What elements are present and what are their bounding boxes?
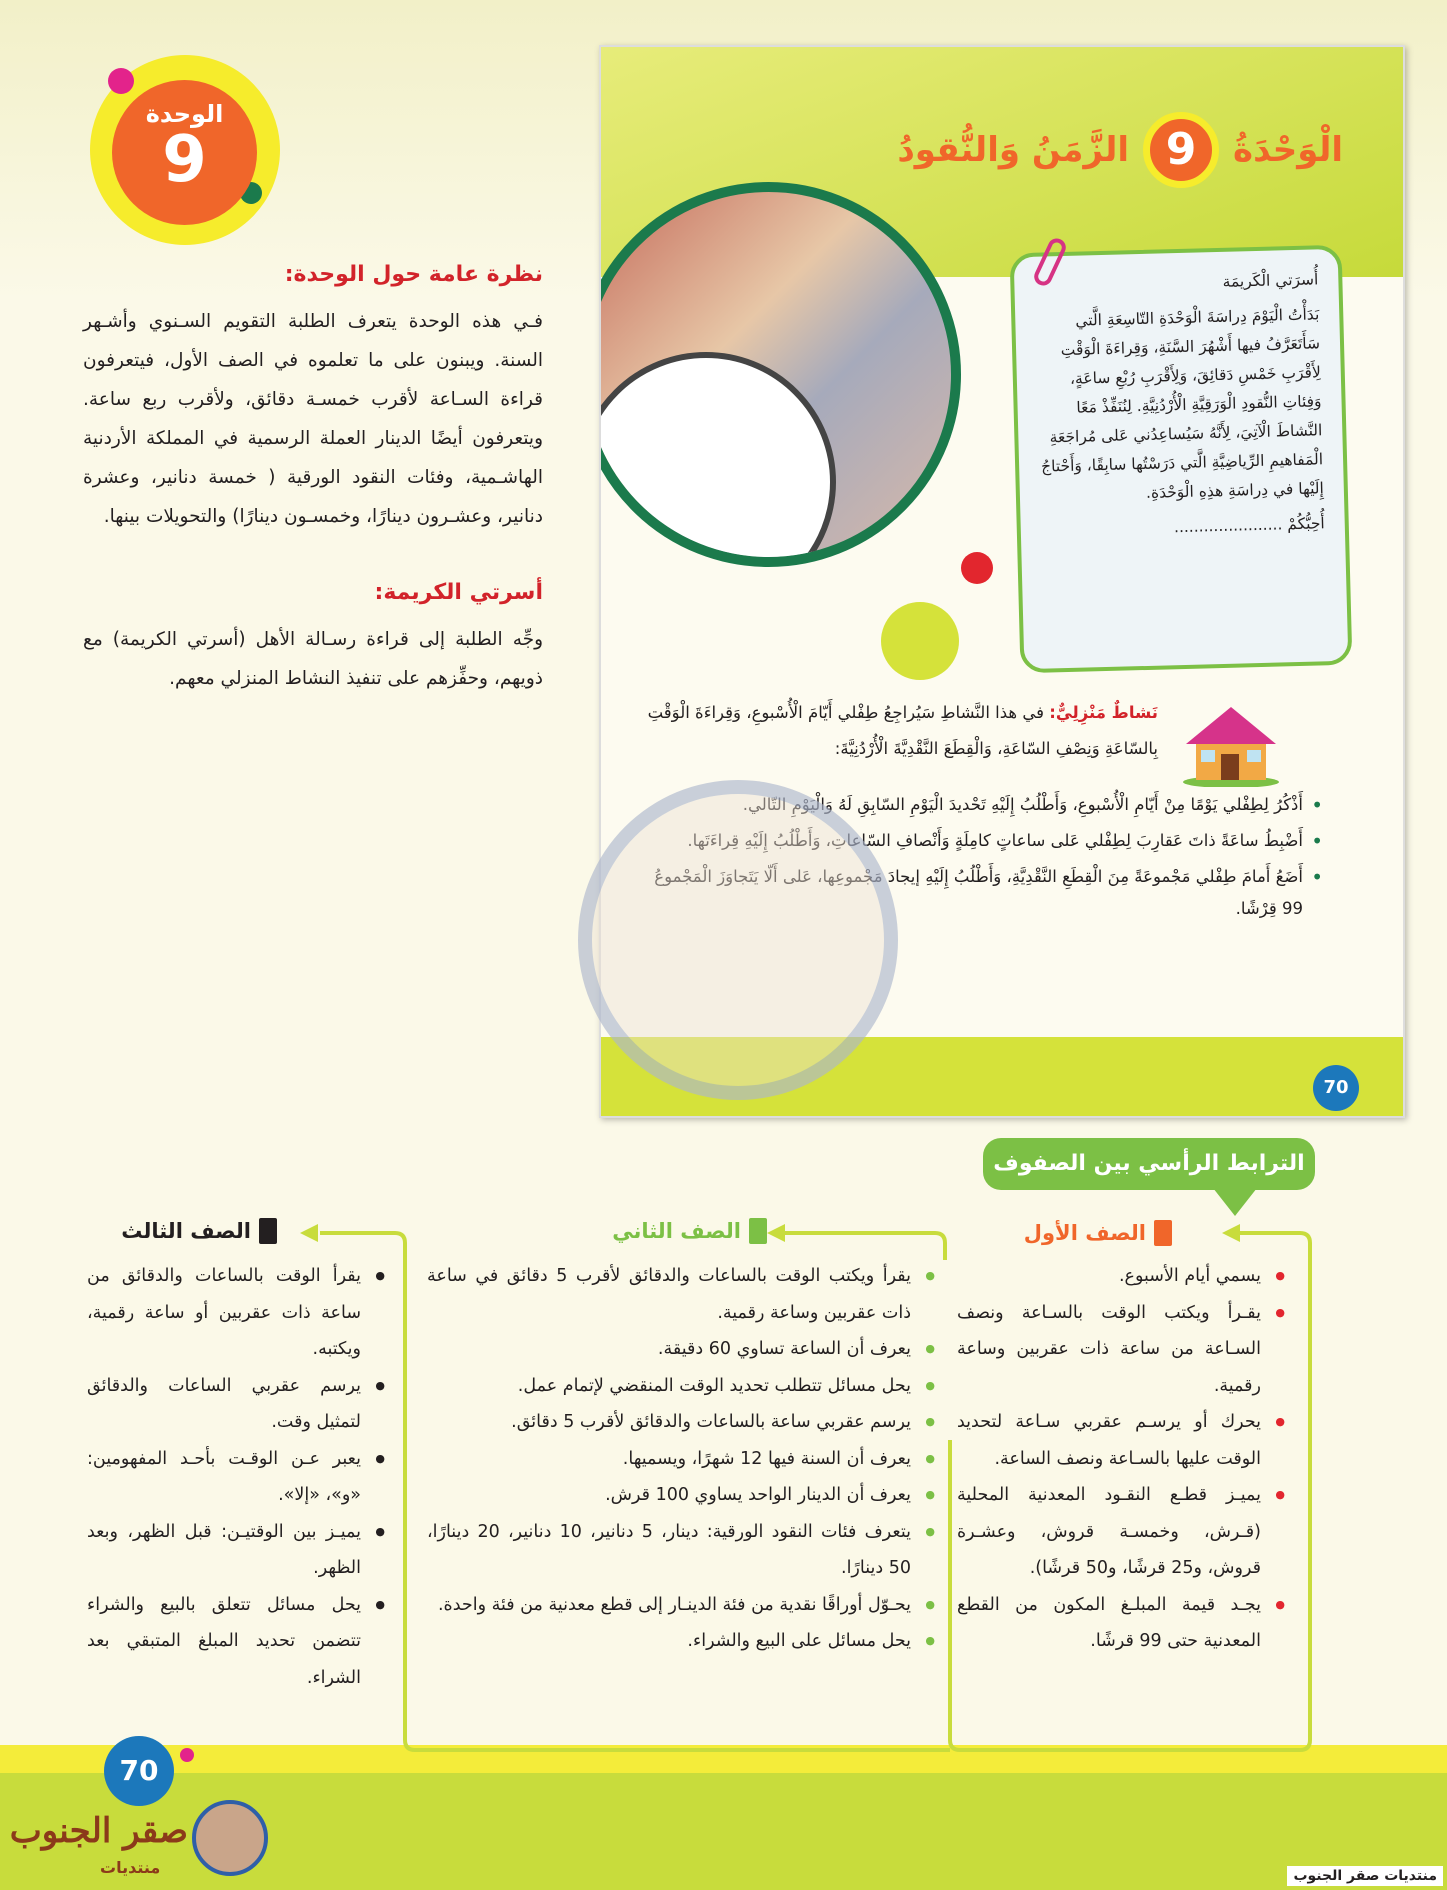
activity-bullet: • أَذْكُرُ لِطِفْلي يَوْمًا مِنْ أَيّامِ الْأُسْبوعِ، وَأَطْلُبُ إِلَيْهِ تَحْديدَ الْيَوْمِ السّابِقِ لَهُ وَالْيَوْمِ التّالي. — [633, 789, 1323, 821]
letter-sign: أُحِبُّكُمْ ...................... — [1173, 514, 1325, 537]
grade2-item: ● يعرف أن السنة فيها 12 شهرًا، ويسميها. — [427, 1441, 937, 1478]
grade1-list — [957, 1258, 1287, 1660]
home-activity-text: في هذا النَّشاطِ سَيُراجِعُ طِفْلي أَيّامَ الْأُسْبوعِ، وَقِراءَةَ الْوَقْتِ بِالسّاعَةِ وَنِصْفِ السّاعَةِ، وَالْقِطَعَ النَّقْدِيَّةَ الْأُرْدُنِيَّةَ: — [647, 703, 1158, 758]
student-page-number: 70 — [1313, 1065, 1359, 1111]
footer-page-number: 70 — [104, 1736, 174, 1806]
grade2-item: ● يعرف أن الدينار الواحد يساوي 100 قرش. — [427, 1477, 937, 1514]
decor-dot — [180, 1748, 194, 1762]
forum-logo-text: صقر الجنوب — [9, 1811, 188, 1851]
book-icon — [749, 1218, 767, 1244]
grade2-item: ● يحـوّل أوراقًا نقدية من فئة الدينـار إلى قطع معدنية من فئة واحدة. — [427, 1587, 937, 1624]
grade1-item: ● يقـرأ ويكتب الوقت بالسـاعة ونصف السـاعة من ساعة ذات عقربين وساعة رقمية. — [957, 1295, 1287, 1405]
home-activity-label: نَشاطٌ مَنْزِلِيٌّ: — [1049, 703, 1158, 722]
grade2-item: ● يعرف أن الساعة تساوي 60 دقيقة. — [427, 1331, 937, 1368]
vertical-connection-banner: الترابط الرأسي بين الصفوف — [983, 1138, 1315, 1190]
activity-bullet: • أَضْبِطُ ساعَةً ذاتَ عَقارِبَ لِطِفْلي عَلى ساعاتٍ كامِلَةٍ وَأَنْصافِ السّاعاتِ، وَأَطْلُبُ إِلَيْهِ قِراءَتَها. — [633, 825, 1323, 857]
forum-logo-sub: منتديات — [100, 1858, 161, 1877]
grade2-list — [427, 1258, 937, 1660]
unit-label: الوحدة — [145, 100, 224, 128]
unit-title-text: الزَّمَنُ وَالنُّقودُ — [897, 130, 1130, 170]
grade2-item: ● يرسم عقربي ساعة بالساعات والدقائق لأقرب 5 دقائق. — [427, 1404, 937, 1441]
book-icon — [1154, 1220, 1172, 1246]
grade3-item: ● يقرأ الوقت بالساعات والدقائق من ساعة ذات عقربين أو ساعة رقمية، ويكتبه. — [87, 1258, 387, 1368]
column-heading-grade1: الصف الأول — [1024, 1220, 1172, 1246]
letter-body: بَدَأْتُ الْيَوْمَ دِراسَةَ الْوَحْدَةِ التّاسِعَةِ الَّتي سَأَتَعَرَّفُ فيها أَشْهُرَ السَّنَةِ، وَقِراءَةَ الْوَقْتِ لِأَقْرَبِ خَمْسِ دَقائِقَ، وَلِأَقْرَبِ رُبْعِ ساعَةٍ، وَفِئاتِ النُّقودِ الْوَرَقِيَّةِ الْأُرْدُنِيَّةِ. لِنُنَفِّذْ مَعًا النَّشاطَ الْآتِيَ، لِأَنَّهُ سَيُساعِدُني عَلى مُراجَعَةِ الْمَفاهيمِ الرِّياضِيَّةِ الَّتي دَرَسْتُها سابِقًا، وَأَحْتاجُ إِلَيْها في دِراسَةِ هذِهِ الْوَحْدَةِ. — [1040, 305, 1325, 502]
grade3-item: ● يميـز بين الوقتيـن: قبل الظهر، وبعد الظهر. — [87, 1514, 387, 1587]
overview-heading: نظرة عامة حول الوحدة: — [284, 262, 543, 287]
letter-greeting: أُسرَتي الْكَريمَة — [1222, 270, 1319, 291]
column-heading-grade3: الصف الثالث — [121, 1218, 277, 1244]
unit-number: 9 — [162, 123, 207, 197]
book-icon — [259, 1218, 277, 1244]
family-body: وجِّه الطلبة إلى قراءة رسـالة الأهل (أسرتي الكريمة) مع ذويهم، وحفِّزهم على تنفيذ النشاط المنزلي معهم. — [83, 629, 543, 689]
grade1-item: ● يحرك أو يرسـم عقربي سـاعة لتحديد الوقت عليها بالسـاعة ونصف الساعة. — [957, 1404, 1287, 1477]
grade3-item: ● يرسم عقربي الساعات والدقائق لتمثيل وقت. — [87, 1368, 387, 1441]
forum-logo-portrait — [192, 1800, 268, 1876]
unit-number-circle: 9 — [1143, 112, 1219, 188]
activity-bullet: • أَضَعُ أَمامَ طِفْلي مَجْموعَةً مِنَ الْقِطَعِ النَّقْدِيَّةِ، وَأَطْلُبُ إِلَيْهِ إيجادَ مَجْموعِها، عَلى أَلّا يَتَجاوَزَ الْمَجْموعُ 99 قِرْشًا. — [633, 861, 1323, 925]
unit-word: الْوَحْدَةُ — [1233, 130, 1343, 170]
grade2-item: ● يقرأ ويكتب الوقت بالساعات والدقائق لأقرب 5 دقائق في ساعة ذات عقربين وساعة رقمية. — [427, 1258, 937, 1331]
column-heading-grade2: الصف الثاني — [612, 1218, 767, 1244]
grade2-item: ● يحل مسائل تتطلب تحديد الوقت المنقضي لإتمام عمل. — [427, 1368, 937, 1405]
forum-watermark: منتديات صقر الجنوب — [1287, 1866, 1443, 1886]
grade3-item: ● يحل مسائل تتعلق بالبيع والشراء تتضمن تحديد المبلغ المتبقي بعد الشراء. — [87, 1587, 387, 1697]
overview-body: فـي هذه الوحدة يتعرف الطلبة التقويم السـنوي وأشـهر السنة. ويبنون على ما تعلموه في الصف الأول، فيتعرفون قراءة السـاعة لأقرب خمسـة دقائق، ولأقرب ربع ساعة. ويتعرفون أيضًا الدينار العملة الرسمية في المملكة الأردنية الهاشـمية، وفئات النقود الورقية ( خمسة دنانير، وعشرة دنانير، وعشـرون دينارًا، وخمسـون دينارًا) والتحويلات بينها. — [83, 311, 543, 527]
family-heading: أسرتي الكريمة: — [374, 580, 543, 605]
grade2-item: ● يحل مسائل على البيع والشراء. — [427, 1623, 937, 1660]
grade3-item: ● يعبر عـن الوقـت بأحـد المفهومين: «و»، «إلا». — [87, 1441, 387, 1514]
grade1-item: ● يسمي أيام الأسبوع. — [957, 1258, 1287, 1295]
grade3-list — [87, 1258, 387, 1696]
grade1-item: ● يجـد قيمة المبلـغ المكون من القطع المعدنية حتى 99 قرشًا. — [957, 1587, 1287, 1660]
grade2-item: ● يتعرف فئات النقود الورقية: دينار، 5 دنانير، 10 دنانير، 20 دينارًا، 50 دينارًا. — [427, 1514, 937, 1587]
grade1-item: ● يميـز قطـع النقـود المعدنية المحلية (قـرش، وخمسـة قروش، وعشـرة قروش، و25 قرشًا، و50 قرشًا). — [957, 1477, 1287, 1587]
